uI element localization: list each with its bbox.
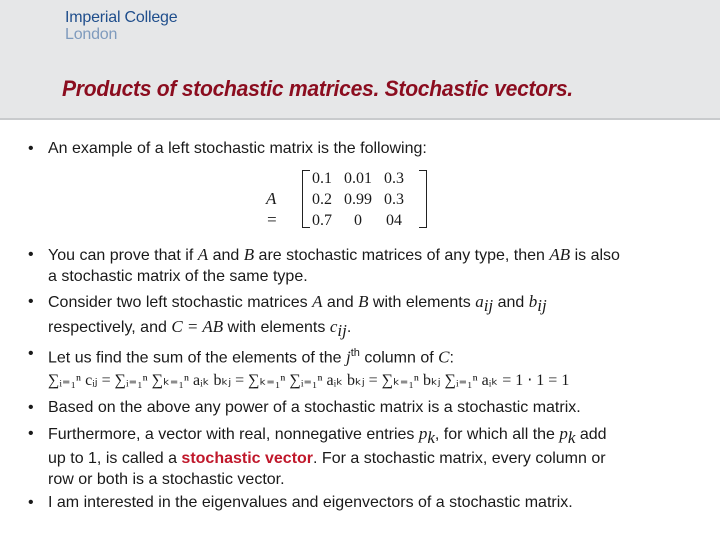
matrix-cell: 0.3 [384, 170, 404, 187]
text-span: add [575, 426, 607, 443]
bullet-dot: • [28, 246, 34, 263]
math-a-ij: a [475, 292, 484, 311]
math-b-ij: b [528, 292, 538, 311]
matrix-cell: 0.2 [312, 191, 332, 208]
text-span: and [322, 294, 359, 311]
math-c-ij: c [329, 317, 338, 337]
text-span: are stochastic matrices of any type, then [254, 247, 550, 264]
right-bracket [419, 170, 427, 228]
bullet-5-text: Based on the above any power of a stochastic matrix is a stochastic matrix. [48, 399, 581, 416]
text-span: , for which all the [434, 426, 560, 443]
text-span: Consider two left stochastic matrices [48, 294, 313, 311]
text-span: with elements [223, 319, 330, 337]
math-c-eq-ab: C = AB [171, 317, 224, 337]
math-b: B [243, 245, 255, 264]
text-span: respectively, and [48, 319, 172, 337]
bullet-dot: • [28, 293, 34, 310]
bullet-dot: • [28, 399, 34, 416]
subscript: ij [537, 296, 547, 316]
text-span: row or both is a stochastic vector. [48, 471, 285, 489]
text-span: Let us find the sum of the elements of the [48, 349, 346, 367]
math-c: C [438, 347, 450, 367]
logo-line-2: London [65, 26, 118, 43]
matrix-cell: 0 [354, 212, 362, 229]
subscript: k [567, 428, 576, 448]
bullet-dot: • [28, 140, 34, 157]
slide-header [0, 0, 720, 120]
superscript: th [350, 347, 360, 359]
bullet-4-text [48, 343, 698, 368]
bullet-6-text [48, 423, 698, 490]
math-a: A [312, 292, 323, 311]
text-span: You can prove that if [48, 247, 198, 264]
subscript: ij [337, 321, 347, 341]
matrix-cell: 0.7 [312, 212, 332, 229]
text-span: is also [570, 247, 620, 264]
bullet-dot: • [28, 494, 34, 511]
slide-title: Products of stochastic matrices. Stochastic vectors. [62, 76, 573, 101]
matrix-cell: 0.01 [344, 170, 372, 187]
text-span: . For a stochastic matrix, every column or [313, 450, 606, 468]
text-span: up to 1, is called a [48, 450, 182, 468]
bullet-7-text: I am interested in the eigenvalues and eigenvectors of a stochastic matrix. [48, 494, 573, 511]
bullet-dot: • [28, 345, 34, 362]
text-span: : [449, 349, 454, 367]
text-span: a stochastic matrix of the same type. [48, 268, 308, 285]
text-span: with elements [368, 294, 476, 311]
bullet-2-text [48, 244, 698, 287]
math-ab: AB [549, 245, 571, 264]
subscript: ij [483, 296, 494, 316]
imperial-logo [65, 9, 177, 43]
text-span: and [208, 247, 244, 264]
matrix-cell: 0.99 [344, 191, 372, 208]
matrix-table [306, 168, 410, 231]
bullet-dot: • [28, 425, 34, 442]
math-p-k: p [559, 424, 568, 443]
matrix-cell: 04 [386, 212, 402, 229]
matrix-cell: 0.3 [384, 191, 404, 208]
summation-equation: ∑ᵢ₌₁ⁿ cᵢⱼ = ∑ᵢ₌₁ⁿ ∑ₖ₌₁ⁿ aᵢₖ bₖⱼ = ∑ₖ₌₁ⁿ ∑ᵢ₌₁ⁿ aᵢₖ bₖⱼ = ∑ₖ₌₁ⁿ bₖⱼ ∑ᵢ₌₁ⁿ aᵢₖ = 1 ⋅ 1 = 1 [48, 372, 570, 389]
highlighted-term: stochastic vector [181, 450, 314, 468]
text-span: column of [359, 349, 439, 367]
matrix-lhs: A = [266, 189, 278, 229]
logo-line-1: Imperial College [65, 9, 178, 26]
text-span: . [346, 319, 352, 337]
bullet-3-text [48, 291, 698, 341]
bullet-1-text: An example of a left stochastic matrix is the following: [48, 140, 427, 157]
text-span: and [493, 294, 529, 311]
math-a: A [197, 245, 209, 264]
text-span: Furthermore, a vector with real, nonnegative entries [48, 426, 419, 443]
subscript: k [427, 428, 435, 448]
math-b: B [358, 292, 369, 311]
matrix-cell: 0.1 [312, 170, 332, 187]
math-j: j [345, 347, 351, 367]
math-p-k: p [418, 424, 428, 443]
